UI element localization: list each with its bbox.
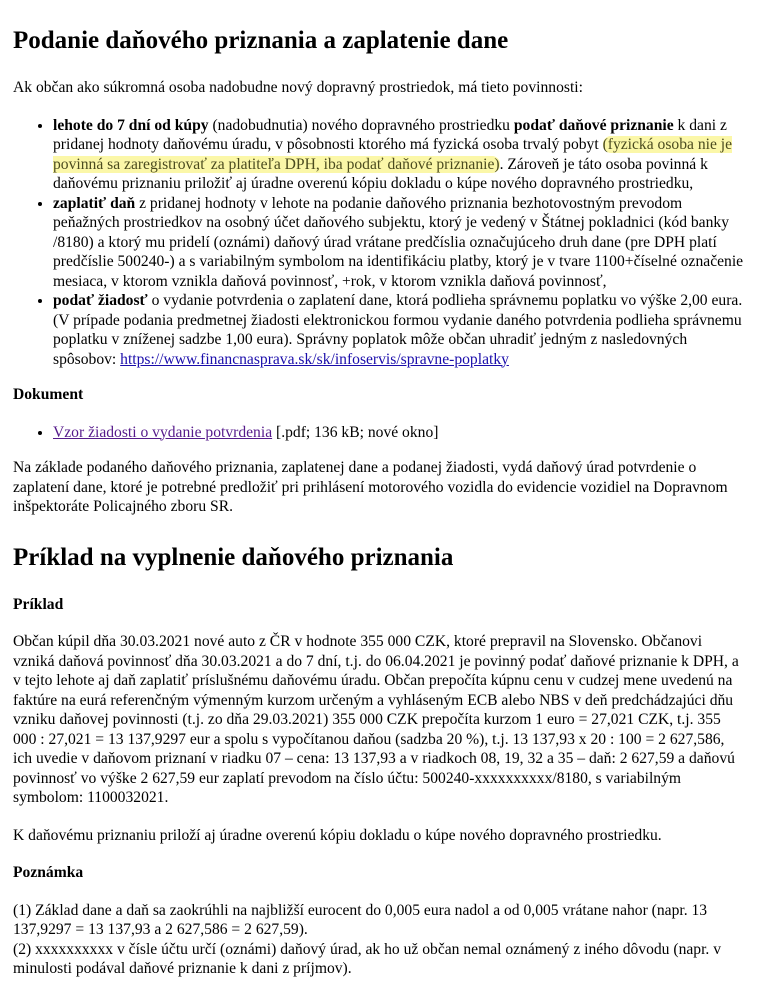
document-download-link[interactable]: Vzor žiadosti o vydanie potvrdenia [53,423,273,441]
fees-link[interactable]: https://www.financnasprava.sk/sk/infoservis/spravne-poplatky [120,350,509,368]
obligations-list [13,116,746,370]
note-line: (2) xxxxxxxxxx v čísle účtu určí (oznámi) daňový úrad, ak ho už občan nemal oznámený z iného dôvodu (napr. v minulosti podával daňové priznanie k dani z príjmov). [13,940,722,977]
intro-paragraph: Ak občan ako súkromná osoba nadobudne nový dopravný prostriedok, má tieto povinnosti: [13,79,583,96]
bold-text: podať daňové priznanie [513,116,674,134]
text: . Zároveň je táto osoba povinná k daňovému priznaniu priložiť aj úradne overenú kópiu dokladu o kúpe nového dopravného prostriedku, [53,155,708,192]
example-paragraph: Občan kúpil dňa 30.03.2021 nové auto z ČR v hodnote 355 000 CZK, ktoré prepravil na Slovensko. Občanovi vzniká daňová povinnosť dňa 30.03.2021 a do 7 dní, t.j. do 06.04.2021 je povinný podať daňové priznanie k DPH, a v tejto lehote aj daň zaplatiť príslušnému daňovému úradu. Občan prepočíta kúpnu cenu v cudzej mene uvedenú na faktúre na eurá referenčným výmenným kurzom určeným a vyhláseným ECB alebo NBS v deň predchádzajúci dňu vzniku daňovej povinnosti (t.j. zo dňa 29.03.2021) 355 000 CZK prepočíta kurzom 1 euro = 27,021 CZK, t.j. 355 000 : 27,021 = 13 137,9297 eur a spolu s vypočítanou daňou (sadzba 20 %), t.j. 13 137,93 x 20 : 100 = 2 627,586, ich uvedie v daňovom priznaní v riadku 07 – cena: 13 137,93 a v riadkoch 08, 19, 32 a 35 – daň: 2 627,59 a daňovú povinnosť vo výške 2 627,59 eur zaplatí prevodom na číslo účtu: 500240-xxxxxxxxxx/8180, s variabilným symbolom: 1100032021. [13,633,739,806]
document-heading: Dokument [13,386,84,403]
example-heading: Príklad [13,595,64,613]
list-item [53,194,746,292]
text: z pridanej hodnoty v lehote na podanie daňového priznania bezhotovostným prevodom peňažných prostriedkov na osobný účet daňového subjektu, ktorý je vedený v Štátnej pokladnici (kód banky /8180) a ktorý mu pridelí (oznámi) daňový úrad vrátane predčíslia označujúceho druh dane (pre DPH platí predčíslie 500240-) a s variabilným symbolom na identifikáciu platby, ktorý je v tvare 1100+číselné označenie mesiaca, v ktorom vznikla daňová povinnosť, +rok, v ktorom vznikla daňová povinnosť, [53,194,744,290]
attachment-paragraph: K daňovému priznaniu priloží aj úradne overenú kópiu dokladu o kúpe nového dopravného prostriedku. [13,826,662,844]
document-list [13,423,746,443]
text: o vydanie potvrdenia o zaplatení dane, ktorá podlieha správnemu poplatku vo výške 2,00 eura. (V prípade podania predmetnej žiadosti elektronickou formou vydanie daného potvrdenia podlieha správnemu poplatku v zníženej sadzbe 1,00 eura). Správny poplatok môže občan uhradiť jedným z nasledovných spôsobov: [53,292,743,368]
list-item [53,423,746,443]
list-item [53,291,746,369]
note-block [13,901,746,979]
note-heading: Poznámka [13,864,84,881]
example-title: Príklad na vyplnenie daňového priznania [13,543,454,571]
note-line: (1) Základ dane a daň sa zaokrúhli na najbližší eurocent do 0,005 eura nadol a od 0,005 vrátane nahor (napr. 13 137,9297 = 13 137,93 a 2 627,586 = 2 627,59). [13,901,708,938]
highlighted-text: (fyzická osoba nie je povinná sa zaregistrovať za platiteľa DPH, iba podať daňové priznanie) [53,136,733,173]
bold-text: zaplatiť daň [53,194,136,212]
list-item [53,116,746,194]
bold-text: podať žiadosť [53,292,148,309]
document-meta: [.pdf; 136 kB; nové okno] [272,423,439,441]
bold-text: lehote do 7 dní od kúpy [53,116,209,134]
text: (nadobudnutia) nového dopravného prostriedku [208,116,514,134]
document-paragraph: Na základe podaného daňového priznania, zaplatenej dane a podanej žiadosti, vydá daňový úrad potvrdenie o zaplatení dane, ktoré je potrebné predložiť pri prihlásení motorového vozidla do evidencie vozidiel na Dopravnom inšpektoráte Policajného zboru SR. [13,459,728,515]
page-title: Podanie daňového priznania a zaplatenie dane [13,27,509,54]
text: k dani z pridanej hodnoty daňovému úradu, v pôsobnosti ktorého má fyzická osoba trvalý pobyt [53,116,727,153]
